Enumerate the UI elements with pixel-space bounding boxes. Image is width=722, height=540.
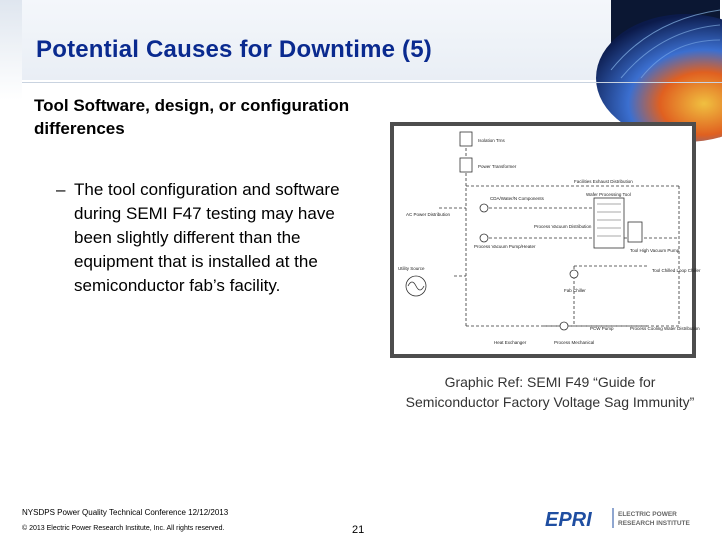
label-power-transformer: Power Transformer	[478, 164, 517, 169]
main-bullet: Tool Software, design, or configuration differences	[34, 96, 350, 138]
label-wafer-processing: Wafer Processing Tool	[586, 192, 631, 197]
label-facilities-exhaust: Facilities Exhaust Distribution	[574, 179, 633, 184]
label-process-vacuum: Process Vacuum Pump/Heater	[474, 244, 536, 249]
label-process-mechanical: Process Mechanical	[554, 340, 595, 345]
logo-line2: RESEARCH INSTITUTE	[618, 520, 690, 527]
title-divider	[22, 82, 722, 83]
label-isolation: Isolation Trns	[478, 138, 505, 143]
label-process-cooling: Process Vacuum Distribution	[534, 224, 592, 229]
label-tool-high-vacuum: Tool High Vacuum Pump	[630, 248, 680, 253]
label-ac-power: AC Power Distribution	[406, 212, 451, 217]
label-cda-water: CDA/Water/N Components	[490, 196, 544, 201]
label-heat-exchanger: Heat Exchanger	[494, 340, 527, 345]
logo-mark: EPRI	[545, 509, 592, 531]
footer-copyright: © 2013 Electric Power Research Institute, Inc. All rights reserved.	[22, 525, 225, 532]
page-title: Potential Causes for Downtime (5)	[36, 36, 432, 63]
footer-conference: NYSDPS Power Quality Technical Conference 12/12/2013	[22, 508, 229, 517]
label-utility-source: Utility Source	[398, 266, 425, 271]
page-number: 21	[352, 524, 365, 536]
facility-diagram-drawing	[394, 126, 701, 354]
epri-logo	[545, 506, 705, 530]
side-accent	[0, 0, 22, 100]
facility-diagram	[390, 122, 701, 358]
sub-bullet: The tool configuration and software during SEMI F47 testing may have been slightly different than the equipment that is installed at the semiconductor fab’s facility.	[74, 180, 340, 295]
dash-marker: –	[56, 180, 66, 199]
label-pcw-pump: PCW Pump	[590, 326, 614, 331]
graphic-caption: Graphic Ref: SEMI F49 “Guide for Semiconductor Factory Voltage Sag Immunity”	[405, 374, 695, 410]
label-pcw-distribution: Process Cooling Water Distribution	[630, 326, 700, 331]
label-fab-chiller: Fab Chiller	[564, 288, 586, 293]
globe-image	[611, 0, 720, 78]
logo-line1: ELECTRIC POWER	[618, 511, 677, 518]
label-tool-chiller: Tool Chilled Loop Chiller	[652, 268, 701, 273]
